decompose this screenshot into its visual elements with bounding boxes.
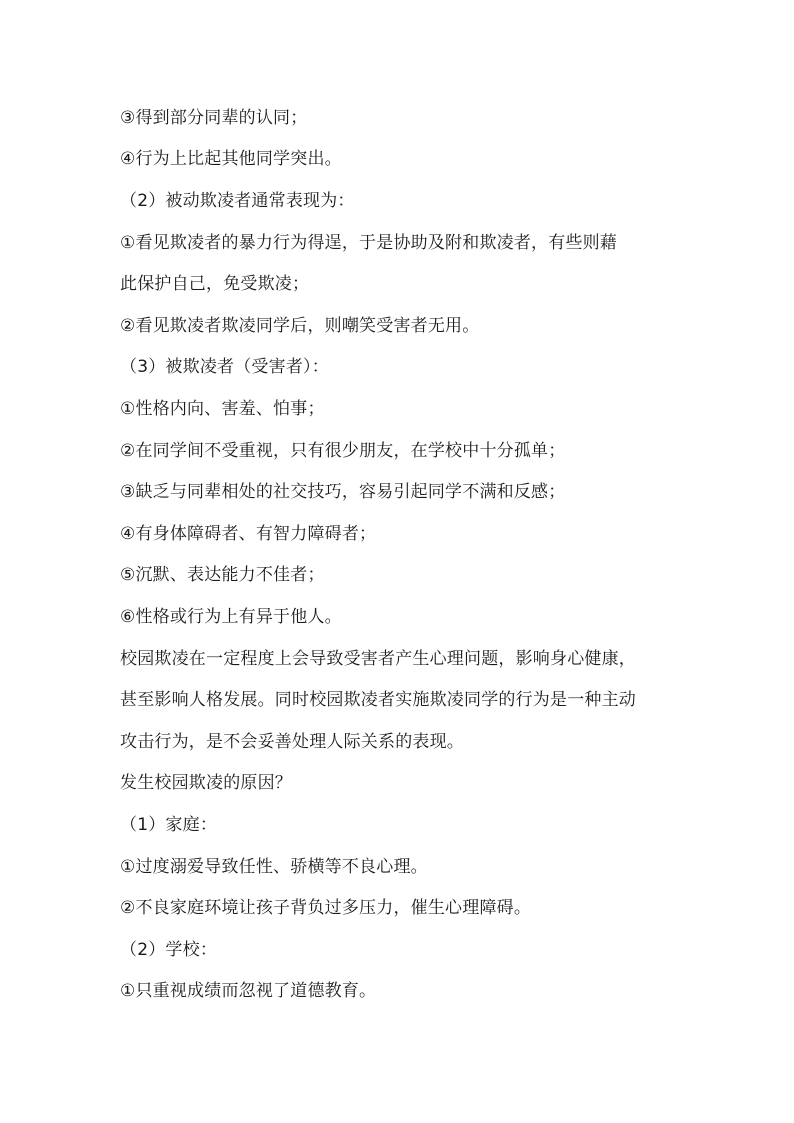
- text-line: ⑥性格或行为上有异于他人。: [120, 607, 342, 627]
- text-line: ②看见欺凌者欺凌同学后，则嘲笑受害者无用。: [120, 316, 480, 336]
- text-line: ①只重视成绩而忽视了道德教育。: [120, 981, 377, 1001]
- paragraph-line: 校园欺凌在一定程度上会导致受害者产生心理问题，影响身心健康，: [120, 649, 636, 669]
- text-line: ①看见欺凌者的暴力行为得逞，于是协助及附和欺凌者，有些则藉: [120, 233, 618, 253]
- text-line: ③得到部分同辈的认同；: [120, 108, 308, 128]
- section-heading: （1）家庭：: [120, 815, 218, 835]
- paragraph-line: 攻击行为，是不会妥善处理人际关系的表现。: [120, 732, 464, 752]
- text-line: ②在同学间不受重视，只有很少朋友，在学校中十分孤单；: [120, 441, 566, 461]
- text-line: ②不良家庭环境让孩子背负过多压力，催生心理障碍。: [120, 898, 532, 918]
- section-heading: （2）被动欺凌者通常表现为：: [120, 191, 355, 211]
- section-heading: （3）被欺凌者（受害者）：: [120, 357, 329, 377]
- paragraph-line: 甚至影响人格发展。同时校园欺凌者实施欺凌同学的行为是一种主动: [120, 690, 636, 710]
- text-line: 此保护自己，免受欺凌；: [120, 274, 310, 294]
- text-line: ①过度溺爱导致任性、骄横等不良心理。: [120, 857, 428, 877]
- section-heading: （2）学校：: [120, 940, 218, 960]
- question-heading: 发生校园欺凌的原因？: [120, 773, 292, 793]
- text-line: ④有身体障碍者、有智力障碍者；: [120, 524, 377, 544]
- text-line: ⑤沉默、表达能力不佳者；: [120, 565, 325, 585]
- text-line: ③缺乏与同辈相处的社交技巧，容易引起同学不满和反感；: [120, 482, 566, 502]
- text-line: ①性格内向、害羞、怕事；: [120, 399, 325, 419]
- text-line: ④行为上比起其他同学突出。: [120, 149, 342, 169]
